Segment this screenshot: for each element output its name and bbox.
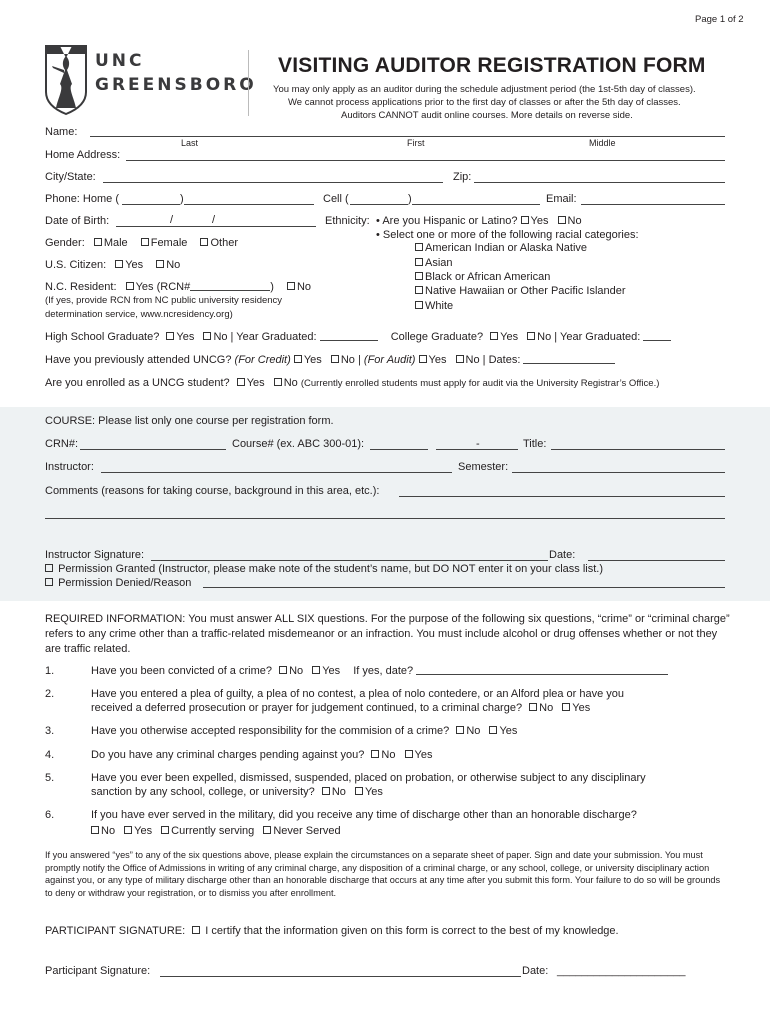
question-5-number: 5. (45, 772, 55, 784)
q4-yes-label: Yes (414, 749, 433, 761)
citizen-yes-label: Yes (125, 259, 144, 271)
phone-home-close: ) (180, 193, 184, 205)
question-4 (91, 749, 432, 761)
credit-no-checkbox[interactable] (331, 355, 339, 363)
enrolled-question: Are you enrolled as a UNCG student? (45, 377, 230, 389)
race-option (415, 257, 453, 269)
graduation-row: High School Graduate? Yes No | Year Graduated: College Graduate? Yes No | Year Graduated: (45, 331, 671, 343)
q5-yes-label: Yes (364, 786, 383, 798)
credit-yes-label: Yes (303, 354, 322, 366)
gender-row (45, 237, 238, 249)
instructor-signature-field[interactable] (151, 560, 548, 561)
hs-year-field[interactable] (320, 331, 378, 341)
crn-label: CRN#: (45, 438, 79, 450)
question-6-options (91, 825, 341, 837)
credit-no-label: No (340, 354, 355, 366)
phone-home-area-field[interactable] (122, 204, 180, 205)
comments-field-line-1[interactable] (399, 496, 725, 497)
participant-signature-field[interactable] (160, 976, 521, 977)
q3-no-checkbox[interactable] (456, 726, 464, 734)
race-label: American Indian or Alaska Native (425, 242, 588, 254)
course-dash: - (476, 438, 480, 450)
instructor-field[interactable] (101, 472, 452, 473)
race-label: Asian (425, 257, 453, 269)
q4-no-label: No (381, 749, 396, 761)
race-white-checkbox[interactable] (415, 301, 423, 309)
question-2-text: received a deferred prosecution or prayer for judgement continued, to a criminal charge? (91, 702, 523, 714)
ethnicity-label: Ethnicity: (325, 215, 370, 227)
college-grad-no-checkbox[interactable] (527, 332, 535, 340)
enrolled-note: (Currently enrolled students must apply for audit via the University Registrar’s Office.) (300, 378, 660, 389)
enrolled-yes-label: Yes (246, 377, 265, 389)
question-5-line-2 (91, 786, 383, 798)
question-2-line-2 (91, 702, 590, 714)
gender-female-checkbox[interactable] (141, 238, 149, 246)
question-1 (91, 665, 668, 677)
course-header: COURSE: Please list only one course per registration form. (45, 415, 334, 427)
dates-label: Dates: (488, 354, 521, 366)
instructor-label: Instructor: (45, 461, 94, 473)
phone-home-number-field[interactable] (184, 204, 314, 205)
hispanic-question-text: Are you Hispanic or Latino? (382, 215, 518, 227)
nc-resident-no-checkbox[interactable] (287, 282, 295, 290)
shield-icon (44, 44, 88, 116)
question-5-text: sanction by any school, college, or university? (91, 786, 315, 798)
permission-granted-label: Permission Granted (Instructor, please make note of the student’s name, but DO NOT enter it on your class list.) (58, 563, 604, 575)
dob-slash-1: / (170, 214, 174, 226)
college-grad-yes-checkbox[interactable] (490, 332, 498, 340)
q2-yes-label: Yes (572, 702, 591, 714)
q6-no-checkbox[interactable] (91, 826, 99, 834)
name-middle-caption: Middle (589, 138, 616, 148)
question-5-line-1: Have you ever been expelled, dismissed, suspended, placed on probation, or otherwise subject to any disciplinary (91, 772, 646, 784)
q1-no-label: No (289, 665, 304, 677)
question-4-text: Do you have any criminal charges pending against you? (91, 749, 365, 761)
audit-yes-checkbox[interactable] (419, 355, 427, 363)
instructor-date-label: Date: (549, 549, 576, 561)
college-year-label: Year Graduated: (560, 331, 641, 343)
race-label: White (425, 300, 454, 312)
race-hawaiian-checkbox[interactable] (415, 286, 423, 294)
q3-no-label: No (466, 725, 481, 737)
question-6-number: 6. (45, 809, 55, 821)
for-audit-label: (For Audit) (363, 354, 416, 366)
permission-denied-checkbox[interactable] (45, 578, 53, 586)
nc-resident-row (45, 281, 311, 293)
nc-resident-no-label: No (296, 281, 312, 293)
audit-no-label: No (465, 354, 480, 366)
hs-grad-yes-checkbox[interactable] (166, 332, 174, 340)
logo-divider (248, 50, 249, 116)
race-label: Black or African American (425, 271, 551, 283)
permission-denied-row (45, 577, 191, 589)
dates-field[interactable] (523, 354, 615, 364)
race-instruction-text: Select one or more of the following racial categories: (382, 229, 639, 241)
q3-yes-checkbox[interactable] (489, 726, 497, 734)
q5-yes-checkbox[interactable] (355, 787, 363, 795)
race-instruction (376, 229, 639, 241)
rcn-close: ) (270, 281, 274, 293)
college-year-field[interactable] (643, 331, 671, 341)
hispanic-yes-label: Yes (530, 215, 549, 227)
question-6-line-1: If you have ever served in the military, did you receive any time of discharge other than an honorable discharge? (91, 809, 637, 821)
q3-yes-label: Yes (499, 725, 518, 737)
hs-yes-label: Yes (176, 331, 195, 343)
q5-no-checkbox[interactable] (322, 787, 330, 795)
gender-label: Gender: (45, 237, 85, 249)
hispanic-question (376, 215, 582, 227)
instructor-signature-label: Instructor Signature: (45, 549, 145, 561)
dob-label: Date of Birth: (45, 215, 110, 227)
q1-date-field[interactable] (416, 665, 668, 675)
q1-yes-label: Yes (322, 665, 341, 677)
hs-grad-no-checkbox[interactable] (203, 332, 211, 340)
participant-signature-label: Participant Signature: (45, 965, 151, 977)
form-title: VISITING AUDITOR REGISTRATION FORM (278, 54, 706, 77)
rcn-note-1: (If yes, provide RCN from NC public university residency (45, 295, 283, 306)
hispanic-no-checkbox[interactable] (558, 216, 566, 224)
permission-granted-row (45, 563, 603, 575)
instructor-date-field[interactable] (588, 560, 725, 561)
race-asian-checkbox[interactable] (415, 258, 423, 266)
required-info-paragraph: REQUIRED INFORMATION: You must answer ALL SIX questions. For the purpose of the following six questions, “crime” or “criminal charge” refers to any crime other than a traffic-related misdemeanor or an infraction. You must include alcohol or drug offenses whether or not they are traffic related. (45, 613, 730, 655)
citizen-row (45, 259, 180, 271)
email-label: Email: (546, 193, 577, 205)
home-address-label: Home Address: (45, 149, 121, 161)
crn-field[interactable] (80, 449, 226, 450)
q1-if-yes-label: If yes, date? (353, 665, 414, 677)
race-label: Native Hawaiian or Other Pacific Islander (425, 285, 626, 297)
citizen-label: U.S. Citizen: (45, 259, 107, 271)
q4-yes-checkbox[interactable] (405, 750, 413, 758)
question-2-line-1: Have you entered a plea of guilty, a plea of no contest, a plea of nolo contedere, or an Alford plea or have you (91, 688, 625, 700)
cell-close: ) (408, 193, 412, 205)
citizen-no-checkbox[interactable] (156, 260, 164, 268)
participant-signature-heading: PARTICIPANT SIGNATURE: (45, 925, 186, 937)
certify-checkbox[interactable] (192, 926, 200, 934)
enrolled-row (45, 377, 659, 389)
rcn-note-2: determination service, www.ncresidency.org) (45, 309, 233, 320)
home-address-field[interactable] (126, 160, 725, 161)
q6-no-label: No (101, 825, 116, 837)
audit-no-checkbox[interactable] (456, 355, 464, 363)
bullet-icon: • (376, 215, 380, 227)
rcn-label: Yes (RCN# (135, 281, 191, 293)
city-state-label: City/State: (45, 171, 96, 183)
hispanic-no-label: No (567, 215, 582, 227)
phone-home-label: Phone: Home ( (45, 193, 119, 205)
q6-never-served-checkbox[interactable] (263, 826, 271, 834)
certify-text: I certify that the information given on this form is correct to the best of my knowledge. (205, 925, 619, 937)
college-yes-label: Yes (500, 331, 519, 343)
race-option (415, 271, 550, 283)
q2-no-label: No (539, 702, 554, 714)
college-grad-label: College Graduate? (390, 331, 484, 343)
name-first-caption: First (407, 138, 425, 148)
q1-yes-checkbox[interactable] (312, 666, 320, 674)
audit-yes-label: Yes (428, 354, 447, 366)
permission-denied-reason-field[interactable] (203, 587, 725, 588)
intro-line-3: Auditors CANNOT audit online courses. More details on reverse side. (341, 110, 633, 121)
citizen-yes-checkbox[interactable] (115, 260, 123, 268)
permission-denied-label: Permission Denied/Reason (58, 577, 192, 589)
course-title-label: Title: (523, 438, 547, 450)
nc-resident-yes-checkbox[interactable] (126, 282, 134, 290)
question-2-number: 2. (45, 688, 55, 700)
q6-never-served-label: Never Served (273, 825, 341, 837)
question-3-number: 3. (45, 725, 55, 737)
enrolled-yes-checkbox[interactable] (237, 378, 245, 386)
race-option (415, 242, 587, 254)
race-american-indian-checkbox[interactable] (415, 243, 423, 251)
bullet-icon: • (376, 229, 380, 241)
hs-year-label: Year Graduated: (236, 331, 317, 343)
course-number-label: Course# (ex. ABC 300-01): (232, 438, 365, 450)
disclosure-fine-print: If you answered “yes” to any of the six questions above, please explain the circumstances on a separate sheet of paper. Sign and date your submission. You must promptly notify the Office of Admissions in writing of any criminal charge, any disposition of a criminal charge, or any school, college, or university disciplinary action against you, or any type of military discharge other than an honorable discharge that occurs at any time after you submit this form. Your failure to do so will be grounds to deny or withdraw your registration, or to dismiss you after enrollment. (45, 850, 721, 898)
participant-date-field[interactable]: _____________________ (557, 965, 686, 977)
email-field[interactable] (581, 204, 725, 205)
zip-field[interactable] (474, 182, 725, 183)
q2-yes-checkbox[interactable] (562, 703, 570, 711)
q6-currently-serving-checkbox[interactable] (161, 826, 169, 834)
attended-row: Have you previously attended UNCG? (For Credit) Yes No | (For Audit) Yes No | Dates: (45, 354, 615, 366)
q2-no-checkbox[interactable] (529, 703, 537, 711)
enrolled-no-checkbox[interactable] (274, 378, 282, 386)
race-black-checkbox[interactable] (415, 272, 423, 280)
name-label: Name: (45, 126, 78, 138)
gender-male-label: Male (103, 237, 128, 249)
course-prefix-field[interactable] (370, 449, 428, 450)
gender-female-label: Female (150, 237, 188, 249)
participant-date-label: Date: (522, 965, 549, 977)
logo-line-1: UNC (95, 51, 145, 71)
question-1-text: Have you been convicted of a crime? (91, 665, 272, 677)
cell-label: Cell ( (323, 193, 349, 205)
comments-field-line-2[interactable] (45, 518, 725, 519)
logo-line-2: GREENSBORO (95, 75, 257, 95)
intro-line-1: You may only apply as an auditor during the schedule adjustment period (the 1st-5th day of classes). (273, 84, 696, 95)
hs-no-label: No (213, 331, 228, 343)
name-last-caption: Last (181, 138, 199, 148)
question-1-number: 1. (45, 665, 55, 677)
q6-currently-serving-label: Currently serving (171, 825, 255, 837)
semester-field[interactable] (512, 472, 725, 473)
dob-slash-2: / (212, 214, 216, 226)
nc-resident-label: N.C. Resident: (45, 281, 117, 293)
attended-question: Have you previously attended UNCG? (45, 354, 232, 366)
comments-label: Comments (reasons for taking course, background in this area, etc.): (45, 485, 380, 497)
race-option (415, 285, 626, 297)
question-3 (91, 725, 517, 737)
question-3-text: Have you otherwise accepted responsibility for the commision of a crime? (91, 725, 450, 737)
q1-no-checkbox[interactable] (279, 666, 287, 674)
question-4-number: 4. (45, 749, 55, 761)
zip-label: Zip: (453, 171, 472, 183)
q4-no-checkbox[interactable] (371, 750, 379, 758)
credit-yes-checkbox[interactable] (294, 355, 302, 363)
dob-field[interactable] (116, 226, 316, 227)
page-number: Page 1 of 2 (695, 14, 744, 25)
participant-certify-row (45, 925, 619, 937)
semester-label: Semester: (458, 461, 509, 473)
q6-yes-checkbox[interactable] (124, 826, 132, 834)
name-field[interactable] (90, 136, 725, 137)
hs-grad-label: High School Graduate? (45, 331, 160, 343)
race-option (415, 300, 453, 312)
course-title-field[interactable] (551, 449, 725, 450)
cell-area-field[interactable] (350, 204, 408, 205)
city-state-field[interactable] (103, 182, 443, 183)
cell-number-field[interactable] (412, 204, 540, 205)
college-no-label: No (537, 331, 552, 343)
hispanic-yes-checkbox[interactable] (521, 216, 529, 224)
q5-no-label: No (331, 786, 346, 798)
gender-male-checkbox[interactable] (94, 238, 102, 246)
gender-other-checkbox[interactable] (200, 238, 208, 246)
q6-yes-label: Yes (134, 825, 153, 837)
intro-line-2: We cannot process applications prior to the first day of classes or after the 5th day of classes. (288, 97, 681, 108)
enrolled-no-label: No (283, 377, 298, 389)
permission-granted-checkbox[interactable] (45, 564, 53, 572)
citizen-no-label: No (166, 259, 181, 271)
for-credit-label: (For Credit) (234, 354, 291, 366)
gender-other-label: Other (210, 237, 238, 249)
rcn-field[interactable] (190, 281, 270, 291)
